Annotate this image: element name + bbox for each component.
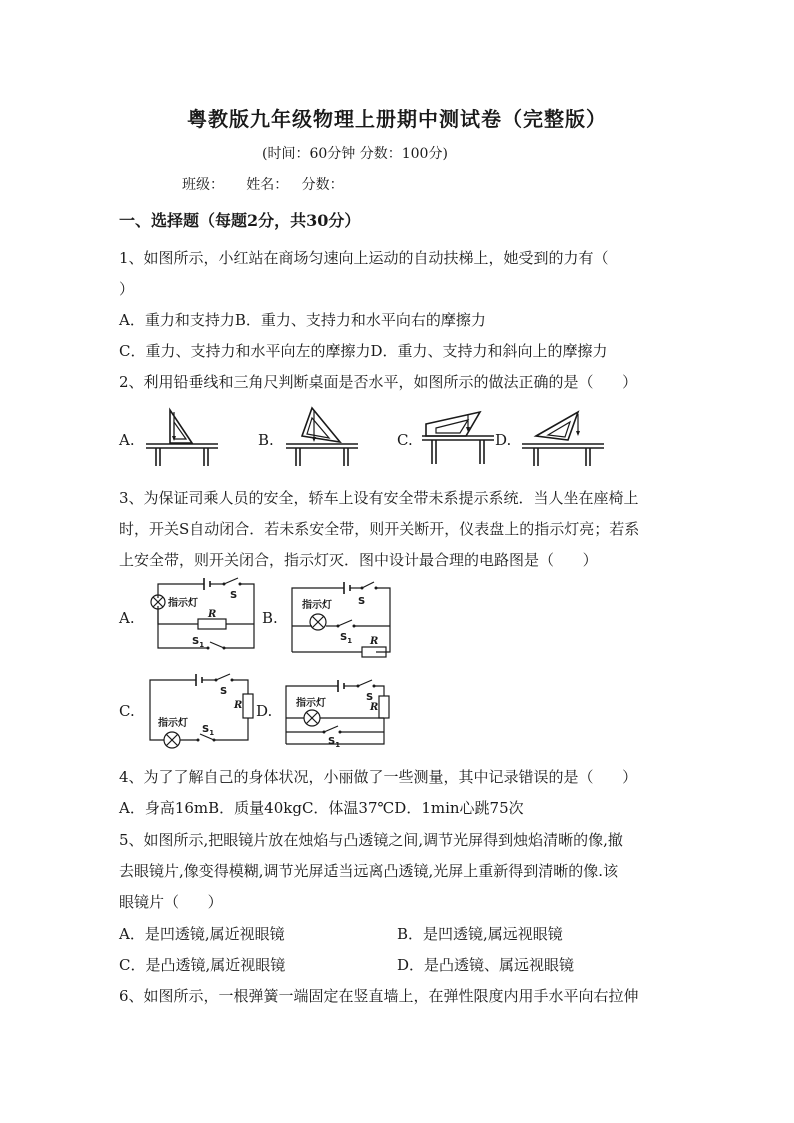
q3c-resistor-label: R xyxy=(234,700,243,711)
q2-figure-a xyxy=(144,406,220,468)
q3-circuit-b xyxy=(290,582,394,656)
q3c-switch1-label: $S_1$ xyxy=(202,724,215,737)
q3d-resistor-label: R xyxy=(370,702,379,713)
question-5-text: 5、如图所示,把眼镜片放在烛焰与凸透镜之间,调节光屏得到烛焰清晰的像,撤 xyxy=(119,831,623,849)
q3-label-a: A. xyxy=(119,609,135,627)
question-5-option-a: A．是凹透镜,属近视眼镜 xyxy=(119,925,285,943)
question-3-text-cont1: 时，开关S自动闭合．若未系安全带，则开关断开，仪表盘上的指示灯亮；若系 xyxy=(119,520,640,538)
question-5-text-cont2: 眼镜片（ ） xyxy=(119,893,223,911)
question-3-text: 3、为保证司乘人员的安全，轿车上设有安全带未系提示系统．当人坐在座椅上 xyxy=(119,489,639,507)
question-1-text: 1、如图所示，小红站在商场匀速向上运动的自动扶梯上，她受到的力有（ xyxy=(119,249,609,267)
q2-figure-b xyxy=(284,406,360,468)
q3d-switch1-label: $S_1$ xyxy=(328,736,341,749)
q2-figure-c xyxy=(420,406,496,468)
q2-label-c: C. xyxy=(397,431,413,449)
q3d-switch-label: S xyxy=(366,692,374,703)
q2-figure-d xyxy=(520,406,606,468)
q3-label-c: C. xyxy=(119,702,135,720)
question-1-text-cont: ） xyxy=(119,280,135,298)
question-6-text: 6、如图所示，一根弹簧一端固定在竖直墙上，在弹性限度内用手水平向右拉伸 xyxy=(119,987,639,1005)
q3a-lamp-label: 指示灯 xyxy=(168,598,198,609)
q2-label-b: B. xyxy=(258,431,274,449)
q3-circuit-a xyxy=(144,578,256,654)
exam-subtitle: (时间：60分钟 分数：100分) xyxy=(262,146,448,162)
q3-circuit-c xyxy=(144,670,256,752)
question-2-text: 2、利用铅垂线和三角尺判断桌面是否水平，如图所示的做法正确的是（ ） xyxy=(119,373,638,391)
question-5-text-cont1: 去眼镜片,像变得模糊,调节光屏适当远离凸透镜,光屏上重新得到清晰的像.该 xyxy=(119,862,619,880)
section-heading: 一、选择题（每题2分，共30分） xyxy=(119,211,361,230)
student-info: 班级： 姓名： 分数： xyxy=(182,177,344,193)
question-5-option-b: B．是凹透镜,属远视眼镜 xyxy=(397,925,563,943)
q2-label-a: A. xyxy=(119,431,135,449)
question-4-text: 4、为了了解自己的身体状况，小丽做了一些测量，其中记录错误的是（ ） xyxy=(119,768,638,786)
q3a-resistor-label: R xyxy=(208,609,217,620)
q3a-switch1-label: $S_1$ xyxy=(192,636,205,649)
q3-label-d: D. xyxy=(256,702,273,720)
q3b-lamp-label: 指示灯 xyxy=(302,600,332,611)
exam-title: 粤教版九年级物理上册期中测试卷（完整版） xyxy=(187,107,607,131)
q3d-lamp-label: 指示灯 xyxy=(296,698,326,709)
q3-circuit-d xyxy=(284,672,394,752)
question-5-option-d: D．是凸透镜、属远视眼镜 xyxy=(397,956,575,974)
q3b-switch-label: S xyxy=(358,596,366,607)
q3c-lamp-label: 指示灯 xyxy=(158,718,188,729)
question-1-options-cd: C．重力、支持力和水平向左的摩擦力D．重力、支持力和斜向上的摩擦力 xyxy=(119,342,608,360)
question-3-text-cont2: 上安全带，则开关闭合，指示灯灭．图中设计最合理的电路图是（ ） xyxy=(119,551,598,569)
question-5-option-c: C．是凸透镜,属近视眼镜 xyxy=(119,956,286,974)
q3c-switch-label: S xyxy=(220,686,228,697)
q2-label-d: D. xyxy=(495,431,512,449)
question-4-options: A．身高16mB．质量40kgC．体温37℃D．1min心跳75次 xyxy=(119,799,524,817)
q3a-switch-label: S xyxy=(230,590,238,601)
q3-label-b: B. xyxy=(262,609,278,627)
question-1-options-ab: A．重力和支持力B．重力、支持力和水平向右的摩擦力 xyxy=(119,311,486,329)
q3b-switch1-label: $S_1$ xyxy=(340,632,353,645)
q3b-resistor-label: R xyxy=(370,636,379,647)
